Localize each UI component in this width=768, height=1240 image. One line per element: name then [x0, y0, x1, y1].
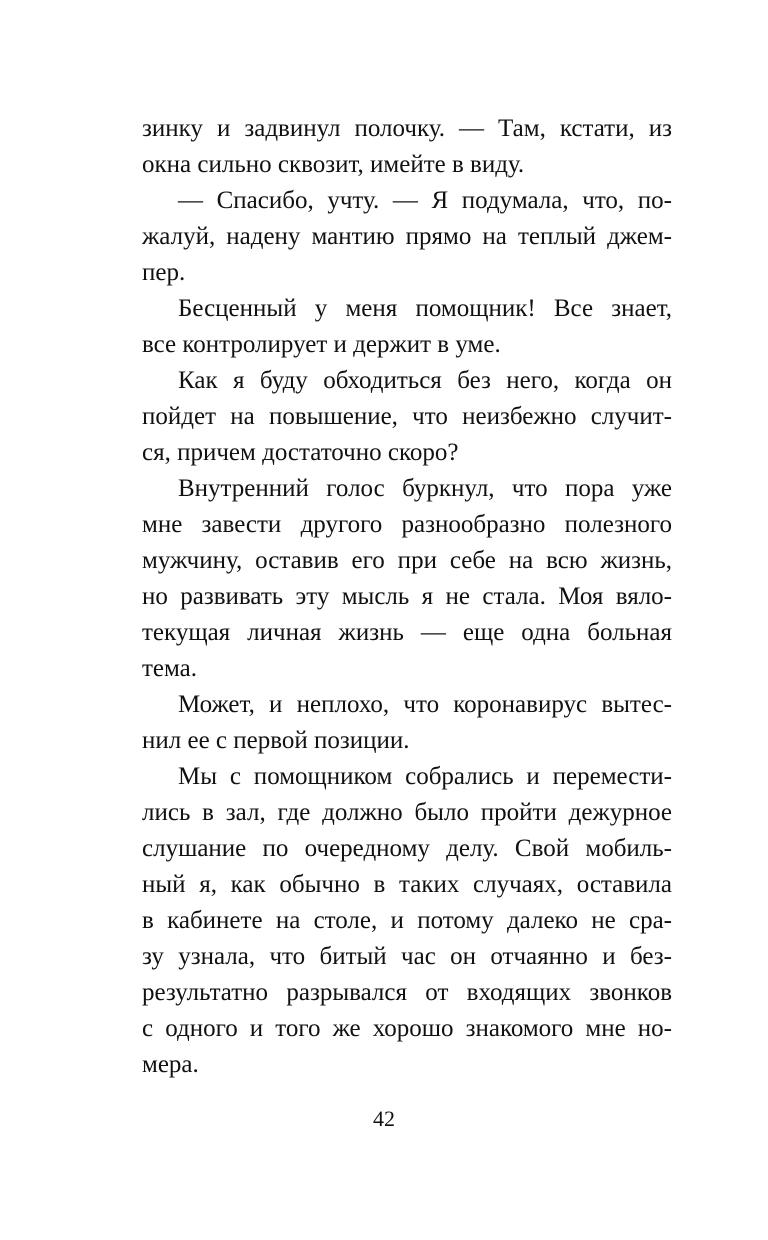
- text-line: мне завести другого разнообразно полезного: [142, 511, 672, 538]
- text-line: пойдет на повышение, что неизбежно случит-: [142, 403, 672, 430]
- text-line: Может, и неплохо, что коронавирус вытес-: [178, 691, 672, 718]
- text-line: Бесценный у меня помощник! Все знает,: [178, 295, 672, 322]
- text-line: слушание по очередному делу. Свой мобиль-: [142, 835, 672, 862]
- text-line: Мы с помощником собрались и перемести-: [178, 763, 672, 790]
- text-line: все контролирует и держит в уме.: [142, 331, 501, 358]
- text-line: зу узнала, что битый час он отчаянно и без-: [142, 943, 672, 970]
- text-line: лись в зал, где должно было пройти дежурное: [142, 799, 672, 826]
- text-line: зинку и задвинул полочку. — Там, кстати, из: [142, 115, 672, 142]
- text-line: мужчину, оставив его при себе на всю жизнь,: [142, 547, 672, 574]
- text-line: ный я, как обычно в таких случаях, оставила: [142, 871, 672, 898]
- text-line: ся, причем достаточно скоро?: [142, 439, 459, 466]
- text-line: текущая личная жизнь — еще одна больная: [142, 619, 672, 646]
- text-line: нил ее с первой позиции.: [142, 727, 410, 754]
- text-line: пер.: [142, 259, 186, 286]
- text-line: тема.: [142, 655, 198, 682]
- text-line: жалуй, надену мантию прямо на теплый джем-: [142, 223, 672, 250]
- text-line: окна сильно сквозит, имейте в виду.: [142, 151, 525, 178]
- text-line: но развивать эту мысль я не стала. Моя вяло-: [142, 583, 672, 610]
- text-line: Как я буду обходиться без него, когда он: [178, 367, 672, 394]
- body-text: [142, 111, 672, 1083]
- text-line: в кабинете на столе, и потому далеко не сра-: [142, 907, 672, 934]
- text-line: мера.: [142, 1051, 199, 1078]
- text-line: с одного и того же хорошо знакомого мне но-: [142, 1015, 672, 1042]
- page-number: 42: [373, 1106, 395, 1131]
- text-line: результатно разрывался от входящих звонков: [142, 979, 672, 1006]
- text-line: Внутренний голос буркнул, что пора уже: [178, 475, 672, 502]
- text-line: — Спасибо, учту. — Я подумала, что, по-: [178, 187, 672, 214]
